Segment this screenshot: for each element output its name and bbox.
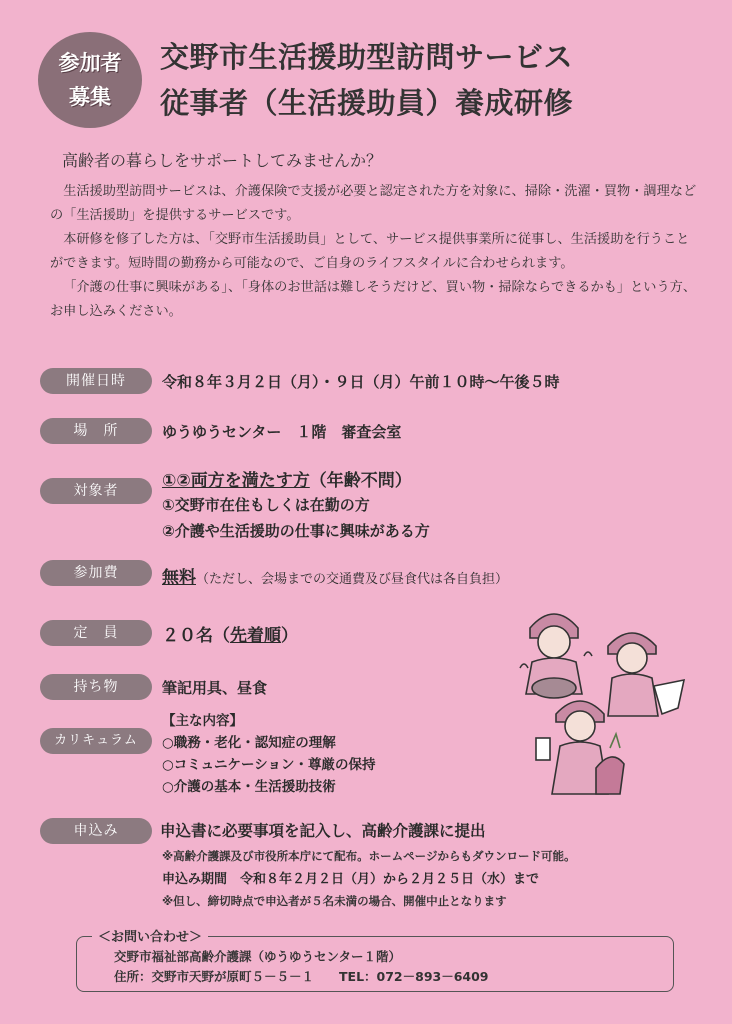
contact-department: 交野市福祉部高齢介護課（ゆうゆうセンター１階）	[114, 949, 402, 964]
capacity-close: ）	[281, 626, 298, 646]
label-curriculum: カリキュラム	[40, 728, 152, 754]
intro-text	[50, 180, 702, 324]
curriculum-item-3: ○介護の基本・生活援助技術	[162, 779, 336, 795]
helper-laundry-figure	[608, 633, 684, 716]
badge-line-1: 参加者	[58, 51, 122, 75]
apply-note-2: ※但し、締切時点で申込者が５名未満の場合、開催中止となります	[162, 894, 507, 908]
label-date: 開催日時	[40, 368, 152, 394]
recruitment-badge	[38, 32, 142, 128]
intro-paragraph-2: 本研修を修了した方は、「交野市生活援助員」として、サービス提供事業所に従事し、生活援助を行うことができます。短時間の勤務から可能なので、ご自身のライフスタイルに合わせられます。	[50, 232, 690, 271]
target-head	[162, 466, 412, 491]
items-value: 筆記用具、昼食	[162, 679, 268, 697]
badge-line-2: 募集	[69, 85, 111, 109]
helper-cooking-figure	[520, 614, 592, 698]
label-fee: 参加費	[40, 560, 152, 586]
capacity-number: ２０名（	[162, 626, 230, 646]
apply-note-1: ※高齢介護課及び市役所本庁にて配布。ホームページからもダウンロード可能。	[162, 849, 576, 863]
capacity-first-come: 先着順	[230, 626, 281, 646]
apply-period: 申込み期間 令和８年２月２日（月）から２月２５日（水）まで	[162, 872, 540, 887]
label-capacity: 定 員	[40, 620, 152, 646]
contact-address-tel: 住所：交野市天野が原町５－５－１ TEL：072－893－6409	[114, 969, 489, 984]
label-apply: 申込み	[40, 818, 152, 844]
target-head-main: ①②両方を満たす方	[162, 471, 310, 491]
helpers-illustration	[512, 598, 692, 808]
place-value: ゆうゆうセンター １階 審査会室	[162, 423, 402, 441]
fee-note: （ただし、会場までの交通費及び昼食代は各自負担）	[196, 572, 509, 587]
page-title	[160, 34, 720, 126]
catch-copy: 高齢者の暮らしをサポートしてみませんか？	[62, 151, 383, 170]
curriculum-item-2: ○コミュニケーション・尊厳の保持	[162, 757, 376, 773]
capacity-value	[162, 621, 298, 646]
curriculum-item-1: ○職務・老化・認知症の理解	[162, 735, 336, 751]
contact-heading: ＜お問い合わせ＞	[92, 926, 208, 945]
title-line-2: 従事者（生活援助員）養成研修	[160, 86, 574, 120]
apply-main: 申込書に必要事項を記入し、高齢介護課に提出	[160, 822, 486, 840]
intro-paragraph-1: 生活援助型訪問サービスは、介護保険で支援が必要と認定された方を対象に、掃除・洗濯・買物・調理などの「生活援助」を提供するサービスです。	[50, 184, 697, 223]
fee-value	[162, 563, 508, 588]
title-line-1: 交野市生活援助型訪問サービス	[160, 40, 574, 74]
curriculum-list	[162, 710, 375, 798]
target-condition-2: ②介護や生活援助の仕事に興味がある方	[162, 522, 430, 540]
label-target: 対象者	[40, 478, 152, 504]
curriculum-head: 【主な内容】	[162, 713, 243, 729]
intro-paragraph-3: 「介護の仕事に興味がある」、「身体のお世話は難しそうだけど、買い物・掃除ならできるかも」という方、お申し込みください。	[50, 280, 697, 319]
fee-free: 無料	[162, 568, 196, 588]
date-value: 令和８年３月２日（月）・９日（月）午前１０時～午後５時	[162, 373, 560, 391]
label-place: 場 所	[40, 418, 152, 444]
target-head-note: （年齢不問）	[309, 471, 412, 491]
target-condition-1: ①交野市在住もしくは在勤の方	[162, 496, 370, 514]
label-items: 持ち物	[40, 674, 152, 700]
